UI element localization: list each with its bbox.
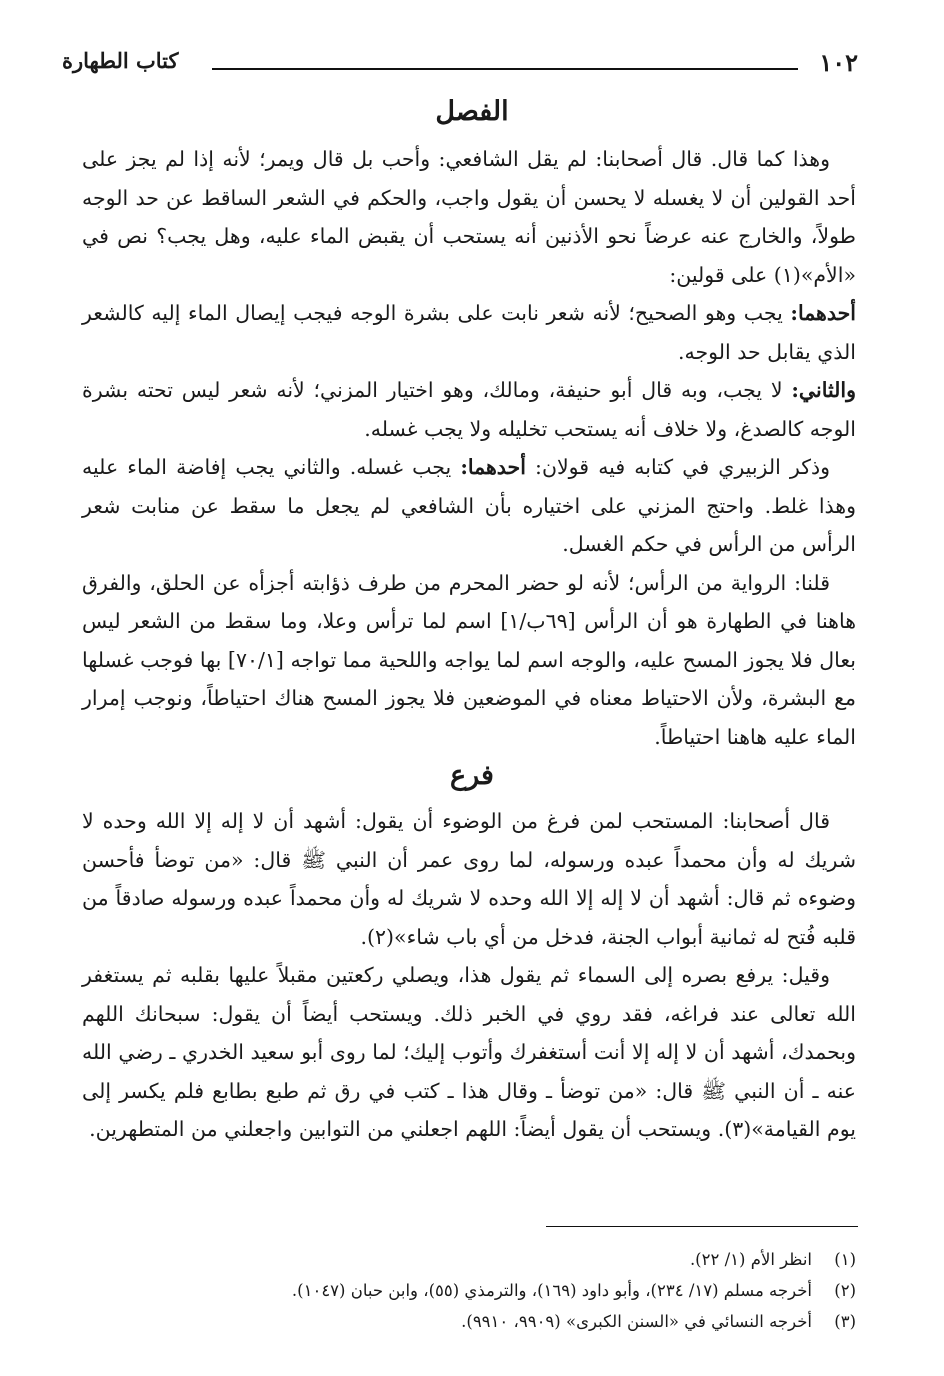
footnotes [82,1244,856,1337]
footnote-separator [546,1226,858,1227]
paragraph: وهذا كما قال. قال أصحابنا: لم يقل الشافعي: وأحب بل قال ويمر؛ لأنه إذا لم يجز على أحد القولين أن لا يغسله لا يحسن أن يقول واجب، والحكم في الشعر الساقط عن حد الوجه طولاً، والخارج عنه عرضاً نحو الأذنين أنه يستحب أن يقبض الماء عليه، وهل يجب؟ نص في «الأم»(١) على قولين: [82,147,856,287]
bold-term: والثاني: [791,378,856,402]
paragraph [82,371,856,448]
paragraph-text: وذكر الزبيري في كتابه فيه قولان: [525,455,830,479]
footnote-text: انظر الأم (١/ ٢٢). [689,1250,812,1269]
footnote [82,1244,856,1275]
page-header [62,44,858,84]
footnote-number: (٣) [834,1312,856,1331]
running-title: كتاب الطهارة [62,48,179,73]
section-fasl-body [82,140,856,756]
paragraph-text: يجب وهو الصحيح؛ لأنه شعر نابت على بشرة الوجه فيجب إيصال الماء إليه كالشعر الذي يقابل حد الوجه. [82,301,856,364]
paragraph [82,448,856,564]
section-heading-far: فرع [450,760,494,791]
page-number: ١٠٢ [819,48,858,77]
section-far-body [82,802,856,1149]
paragraph: قلنا: الرواية من الرأس؛ لأنه لو حضر المحرم من طرف ذؤابته أجزأه عن الحلق، والفرق هاهنا في الطهارة هو أن الرأس [٦٩ب/١] اسم لما ترأس وعلا، وما سقط من الشعر ليس بعال فلا يجوز المسح عليه، والوجه اسم لما يواجه واللحية مما تواجه [٧٠/١] بها فوجب غسلها مع البشرة، ولأن الاحتياط معناه في الموضعين فلا يجوز المسح هناك احتياطاً، ونوجب إمرار الماء عليه هاهنا احتياطاً. [82,570,857,749]
header-rule [212,68,798,70]
footnote-text: أخرجه النسائي في «السنن الكبرى» (٩٩٠٩، ٩٩١٠). [461,1312,812,1331]
footnote [82,1275,856,1306]
footnote-number: (٢) [834,1281,856,1300]
paragraph-text: يجب غسله. والثاني يجب إفاضة الماء عليه وهذا غلط. واحتج المزني على اختياره بأن الشافعي لم يجعل ما سقط عن منابت شعر الرأس من الرأس في حكم الغسل. [82,455,856,556]
paragraph [82,294,856,371]
paragraph-text: لا يجب، وبه قال أبو حنيفة، ومالك، وهو اختيار المزني؛ لأنه شعر ليس تحته بشرة الوجه كالصدغ، ولا خلاف أنه يستحب تخليله ولا يجب غسله. [82,378,856,441]
footnote [82,1306,856,1337]
section-heading-fasl: الفصل [435,96,509,127]
footnote-text: أخرجه مسلم (١٧/ ٢٣٤)، وأبو داود (١٦٩)، والترمذي (٥٥)، وابن حبان (١٠٤٧). [291,1281,812,1300]
paragraph: قال أصحابنا: المستحب لمن فرغ من الوضوء أن يقول: أشهد أن لا إله إلا الله وحده لا شريك له وأن محمداً عبده ورسوله، لما روى عمر أن النبي ﷺ قال: «من توضأ فأحسن وضوءه ثم قال: أشهد أن لا إله إلا الله وحده لا شريك له وأن محمداً عبده ورسوله صادقاً من قلبه فُتح له ثمانية أبواب الجنة، فدخل من أي باب شاء»(٢). [82,809,856,949]
bold-term: أحدهما: [460,455,526,479]
footnote-number: (١) [834,1250,856,1269]
bold-term: أحدهما: [790,301,856,325]
paragraph: وقيل: يرفع بصره إلى السماء ثم يقول هذا، ويصلي ركعتين مقبلاً عليها بقلبه ثم يستغفر الله تعالى عند فراغه، فقد روي في الخبر ذلك. ويستحب أيضاً أن يقول: سبحانك اللهم وبحمدك، أشهد أن لا إله إلا أنت أستغفرك وأتوب إليك؛ لما روى أبو سعيد الخدري ـ رضي الله عنه ـ أن النبي ﷺ قال: «من توضأ ـ وقال هذا ـ كتب في رق ثم طبع بطابع فلم يكسر إلى يوم القيامة»(٣). ويستحب أن يقول أيضاً: اللهم اجعلني من التوابين واجعلني من المتطهرين. [82,963,856,1141]
